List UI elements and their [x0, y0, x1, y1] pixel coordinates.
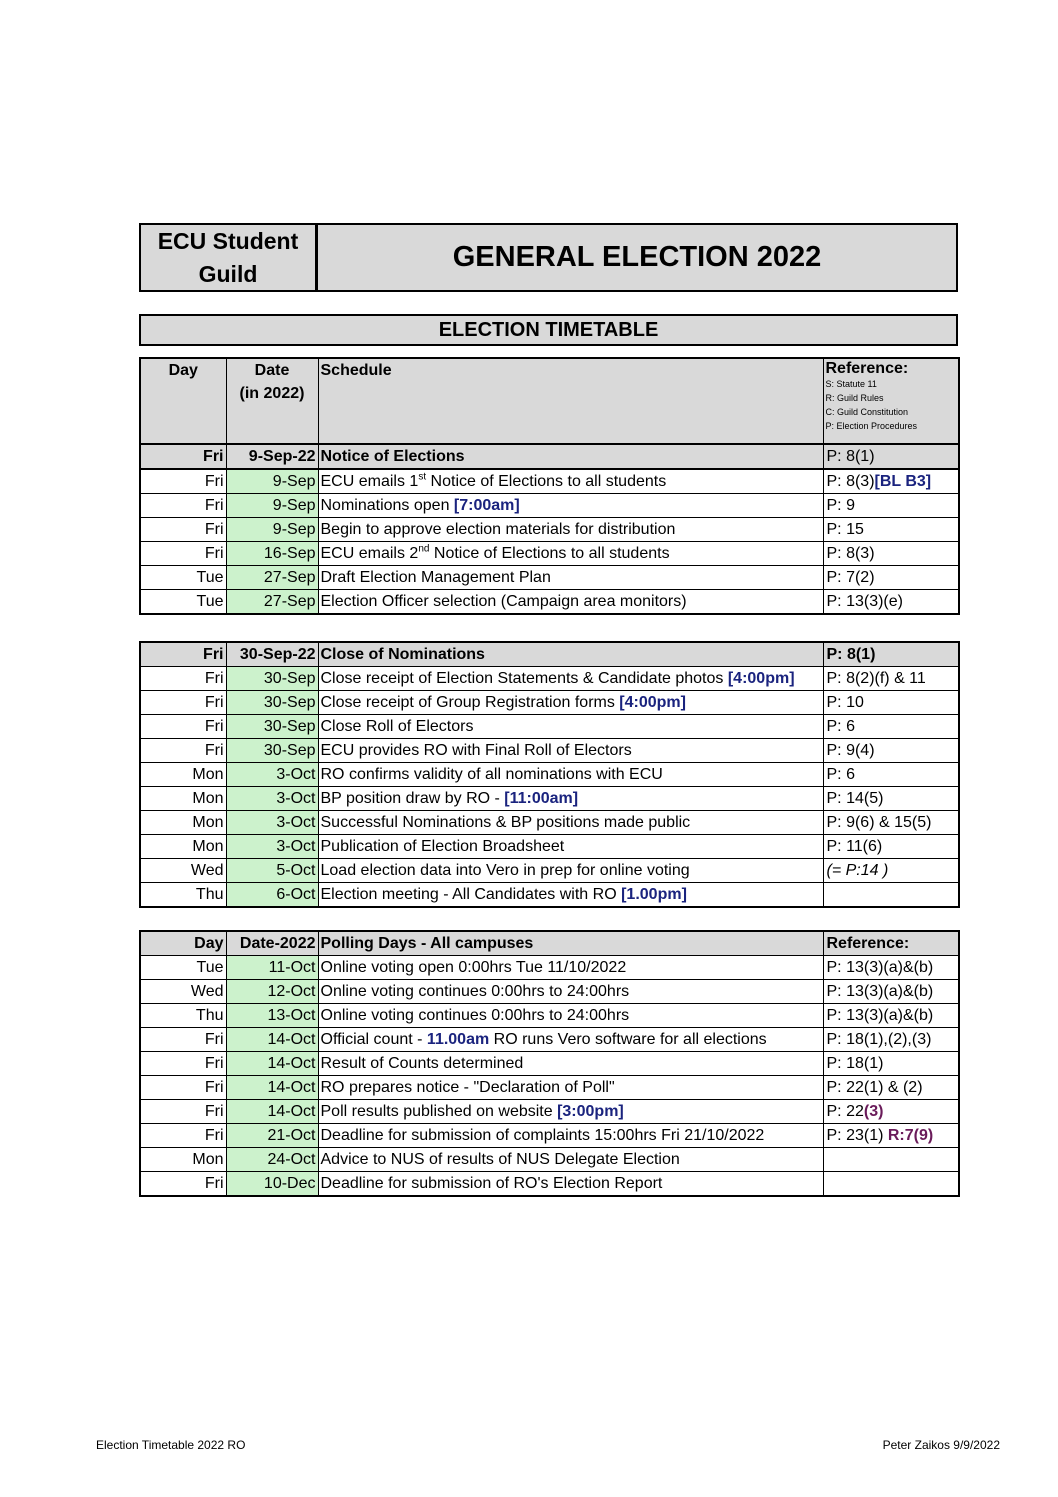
row-day [140, 691, 226, 715]
row-reference [823, 667, 959, 691]
row-date-text: 10-Dec [263, 1175, 316, 1192]
row-schedule [318, 787, 823, 811]
row-date-text: 30-Sep [263, 694, 316, 711]
row-reference-text: P: 11(6) [826, 838, 883, 855]
row-reference-text: P: 8(3) [826, 545, 875, 562]
row-schedule [318, 956, 823, 980]
row-reference [823, 469, 959, 494]
row-schedule-text-cont: Notice of Elections to all students [426, 473, 667, 490]
row-day [140, 883, 226, 908]
row-day [140, 566, 226, 590]
row-day-text: Fri [204, 1079, 224, 1096]
schedule-row [140, 956, 959, 980]
row-schedule-text: Online voting continues 0:00hrs to 24:00hrs [320, 1007, 630, 1024]
section-header-reference [823, 642, 959, 667]
ordinal-suffix: st [418, 471, 427, 483]
row-date-text: 3-Oct [276, 766, 316, 783]
row-schedule [318, 518, 823, 542]
row-date [226, 859, 318, 883]
row-date [226, 763, 318, 787]
row-date [226, 956, 318, 980]
row-reference-text: P: 13(3)(a)&(b) [826, 1007, 934, 1024]
row-date [226, 883, 318, 908]
row-date [226, 980, 318, 1004]
row-day-text: Fri [204, 1127, 224, 1144]
section-header-schedule [318, 642, 823, 667]
section-header-day [140, 931, 226, 956]
column-header-date [226, 358, 318, 444]
row-schedule [318, 566, 823, 590]
schedule-row [140, 883, 959, 908]
row-reference-text: P: 9(6) & 15(5) [826, 814, 932, 831]
org-line-1: ECU Student [157, 227, 299, 254]
reference-note: S: Statute 11 [825, 379, 877, 389]
row-date-text: 9-Sep [272, 473, 316, 490]
row-reference [823, 518, 959, 542]
schedule-row [140, 1100, 959, 1124]
row-reference-text: P: 13(3)(e) [826, 593, 903, 610]
schedule-row [140, 1052, 959, 1076]
row-schedule [318, 1172, 823, 1197]
section-header-day [140, 444, 226, 469]
row-date-text: 9-Sep [272, 497, 316, 514]
row-schedule-text: RO confirms validity of all nominations with ECU [320, 766, 663, 783]
row-day [140, 956, 226, 980]
row-schedule [318, 1076, 823, 1100]
row-day-text: Fri [204, 497, 224, 514]
row-reference-text: P: 8(3) [826, 473, 875, 490]
row-date [226, 1148, 318, 1172]
row-day [140, 494, 226, 518]
schedule-row [140, 835, 959, 859]
section-header-row [140, 931, 959, 956]
row-reference-text: P: 18(1),(2),(3) [826, 1031, 932, 1048]
row-date [226, 590, 318, 615]
row-day-text: Wed [190, 983, 224, 1000]
row-reference-text: P: 6 [826, 766, 855, 783]
row-date [226, 1124, 318, 1148]
section-header-schedule-text: Close of Nominations [320, 646, 485, 663]
schedule-row [140, 811, 959, 835]
row-date-text: 3-Oct [276, 790, 316, 807]
schedule-row [140, 787, 959, 811]
time-highlight: [1.00pm] [621, 886, 687, 903]
time-highlight: [3:00pm] [557, 1103, 624, 1120]
row-schedule-text: Successful Nominations & BP positions made public [320, 814, 691, 831]
row-reference-text: P: 10 [826, 694, 864, 711]
row-reference [823, 590, 959, 615]
section-header-day-text: Day [194, 935, 224, 952]
row-date-text: 14-Oct [267, 1055, 316, 1072]
row-day [140, 1124, 226, 1148]
schedule-header-label: Schedule [320, 362, 392, 379]
row-schedule-text: Deadline for submission of RO's Election Report [320, 1175, 663, 1192]
row-schedule [318, 715, 823, 739]
row-schedule [318, 494, 823, 518]
row-schedule-text: ECU emails 1 [320, 473, 419, 490]
row-date-text: 27-Sep [263, 593, 316, 610]
row-reference-text: P: 8(2)(f) & 11 [826, 670, 926, 687]
row-day-text: Mon [192, 766, 224, 783]
row-reference-text: P: 22(1) & (2) [826, 1079, 923, 1096]
section-header-date-text: 9-Sep-22 [248, 448, 316, 465]
row-date [226, 566, 318, 590]
time-highlight: [11:00am] [504, 790, 579, 807]
row-reference [823, 763, 959, 787]
row-day-text: Fri [204, 1175, 224, 1192]
row-day [140, 1004, 226, 1028]
row-reference [823, 883, 959, 908]
column-header-row [140, 358, 959, 444]
schedule-row [140, 542, 959, 566]
row-day [140, 542, 226, 566]
row-reference [823, 1172, 959, 1197]
row-day-text: Tue [196, 593, 224, 610]
time-highlight: 11.00am [426, 1031, 490, 1048]
row-date [226, 469, 318, 494]
row-day [140, 715, 226, 739]
row-reference [823, 542, 959, 566]
section-header-row [140, 642, 959, 667]
column-header-reference [823, 358, 959, 444]
row-reference-text: P: 23(1) [826, 1127, 888, 1144]
section-header-schedule [318, 444, 823, 469]
row-reference [823, 811, 959, 835]
row-reference [823, 1124, 959, 1148]
row-day-text: Fri [204, 473, 224, 490]
timetable-close-of-nominations [139, 641, 960, 908]
schedule-row [140, 1076, 959, 1100]
row-day-text: Thu [195, 886, 224, 903]
section-header-schedule-text: Polling Days - All campuses [320, 935, 534, 952]
section-header-date [226, 931, 318, 956]
row-reference [823, 1148, 959, 1172]
row-date [226, 787, 318, 811]
row-reference [823, 1004, 959, 1028]
row-schedule-text: Close Roll of Electors [320, 718, 474, 735]
schedule-row [140, 494, 959, 518]
row-reference [823, 1100, 959, 1124]
row-day [140, 763, 226, 787]
row-date [226, 518, 318, 542]
schedule-row [140, 980, 959, 1004]
row-reference-text: P: 13(3)(a)&(b) [826, 959, 934, 976]
document-title: GENERAL ELECTION 2022 [316, 223, 958, 292]
date-header-label: Date [254, 362, 290, 379]
timetable-notice-of-elections [139, 357, 960, 615]
row-day [140, 859, 226, 883]
row-schedule-text: Election Officer selection (Campaign area monitors) [320, 593, 687, 610]
row-date-text: 9-Sep [272, 521, 316, 538]
ordinal-suffix: nd [418, 543, 430, 555]
section-header-date-text: 30-Sep-22 [239, 646, 316, 663]
row-day [140, 835, 226, 859]
row-date-text: 24-Oct [267, 1151, 316, 1168]
row-day-text: Tue [196, 959, 224, 976]
row-schedule [318, 739, 823, 763]
row-date-text: 27-Sep [263, 569, 316, 586]
row-date-text: 14-Oct [267, 1079, 316, 1096]
row-day [140, 1172, 226, 1197]
section-header-schedule-text: Notice of Elections [320, 448, 465, 465]
row-schedule-text: Online voting open 0:00hrs Tue 11/10/2022 [320, 959, 627, 976]
row-date-text: 14-Oct [267, 1031, 316, 1048]
reference-header-label: Reference: [825, 360, 909, 377]
row-reference [823, 980, 959, 1004]
row-day-text: Fri [204, 521, 224, 538]
column-header-schedule [318, 358, 823, 444]
row-schedule-text: Election meeting - All Candidates with RO [320, 886, 622, 903]
row-date-text: 13-Oct [267, 1007, 316, 1024]
row-day [140, 590, 226, 615]
row-schedule [318, 1100, 823, 1124]
schedule-row [140, 469, 959, 494]
row-date [226, 1172, 318, 1197]
schedule-row [140, 715, 959, 739]
row-schedule-text: BP position draw by RO - [320, 790, 505, 807]
schedule-row [140, 1004, 959, 1028]
row-reference [823, 1052, 959, 1076]
row-schedule [318, 667, 823, 691]
row-schedule [318, 1148, 823, 1172]
row-day-text: Fri [204, 670, 224, 687]
row-day-text: Fri [204, 742, 224, 759]
row-day-text: Fri [204, 1055, 224, 1072]
schedule-row [140, 739, 959, 763]
row-date [226, 835, 318, 859]
row-day [140, 787, 226, 811]
row-schedule [318, 763, 823, 787]
row-day-text: Mon [192, 790, 224, 807]
row-schedule-text: ECU provides RO with Final Roll of Electors [320, 742, 632, 759]
row-schedule-text: ECU emails 2 [320, 545, 419, 562]
row-reference [823, 859, 959, 883]
reference-note-purple: R:7(9) [887, 1127, 934, 1144]
reference-note: C: Guild Constitution [825, 407, 909, 417]
row-schedule [318, 980, 823, 1004]
row-day-text: Mon [192, 1151, 224, 1168]
row-schedule [318, 590, 823, 615]
row-schedule [318, 1052, 823, 1076]
row-day [140, 811, 226, 835]
row-schedule [318, 835, 823, 859]
footer-right: Peter Zaikos 9/9/2022 [882, 1438, 1000, 1452]
row-schedule-text: Close receipt of Group Registration forms [320, 694, 620, 711]
row-schedule-text: Publication of Election Broadsheet [320, 838, 565, 855]
row-date [226, 811, 318, 835]
schedule-row [140, 1172, 959, 1197]
time-highlight: [4:00pm] [727, 670, 795, 687]
row-reference-text: P: 13(3)(a)&(b) [826, 983, 934, 1000]
row-schedule-text: Deadline for submission of complaints 15:00hrs Fri 21/10/2022 [320, 1127, 765, 1144]
row-date [226, 1076, 318, 1100]
row-day [140, 518, 226, 542]
row-date-text: 3-Oct [276, 838, 316, 855]
row-reference [823, 739, 959, 763]
section-header-day [140, 642, 226, 667]
schedule-row [140, 859, 959, 883]
row-schedule [318, 859, 823, 883]
row-day [140, 739, 226, 763]
row-reference [823, 494, 959, 518]
row-schedule [318, 1124, 823, 1148]
row-schedule-text: Poll results published on website [320, 1103, 558, 1120]
time-highlight: [4:00pm] [619, 694, 686, 711]
row-reference [823, 1076, 959, 1100]
section-header-schedule [318, 931, 823, 956]
row-reference [823, 1028, 959, 1052]
row-schedule-text-cont: RO runs Vero software for all elections [489, 1031, 767, 1048]
section-header-reference-text: P: 8(1) [826, 448, 875, 465]
row-date [226, 691, 318, 715]
row-date [226, 494, 318, 518]
schedule-row [140, 667, 959, 691]
reference-note: R: Guild Rules [825, 393, 884, 403]
date-header-sublabel: (in 2022) [239, 385, 305, 402]
row-schedule [318, 883, 823, 908]
row-reference-text: P: 9(4) [826, 742, 875, 759]
row-schedule-text: Begin to approve election materials for distribution [320, 521, 676, 538]
section-header-date [226, 444, 318, 469]
row-schedule-text: Advice to NUS of results of NUS Delegate Election [320, 1151, 680, 1168]
row-reference-text: P: 15 [826, 521, 864, 538]
row-schedule [318, 1004, 823, 1028]
row-date [226, 1028, 318, 1052]
row-date-text: 6-Oct [276, 886, 316, 903]
section-header-date [226, 642, 318, 667]
row-date [226, 739, 318, 763]
row-day [140, 1028, 226, 1052]
schedule-row [140, 590, 959, 615]
row-schedule-text: Official count - [320, 1031, 427, 1048]
org-line-2: Guild [198, 260, 258, 287]
row-day-text: Tue [196, 569, 224, 586]
row-schedule-text: RO prepares notice - "Declaration of Poll" [320, 1079, 615, 1096]
row-reference-text: P: 22 [826, 1103, 864, 1120]
row-schedule-text: Close receipt of Election Statements & Candidate photos [320, 670, 728, 687]
row-day-text: Thu [195, 1007, 224, 1024]
row-schedule-text: Online voting continues 0:00hrs to 24:00hrs [320, 983, 630, 1000]
reference-highlight: [BL B3] [874, 473, 932, 490]
schedule-row [140, 763, 959, 787]
row-schedule [318, 811, 823, 835]
row-date-text: 30-Sep [263, 742, 316, 759]
reference-note: P: Election Procedures [825, 421, 918, 431]
row-schedule [318, 1028, 823, 1052]
row-date [226, 667, 318, 691]
section-header-day-text: Fri [203, 646, 224, 663]
row-day [140, 1148, 226, 1172]
row-date [226, 715, 318, 739]
row-reference-text: P: 18(1) [826, 1055, 884, 1072]
timetable-polling-days [139, 930, 960, 1197]
section-header-day-text: Fri [203, 448, 224, 465]
row-day-text: Fri [204, 545, 224, 562]
row-reference [823, 787, 959, 811]
row-reference-text: (= P:14 ) [826, 862, 889, 879]
schedule-row [140, 691, 959, 715]
row-date-text: 14-Oct [267, 1103, 316, 1120]
row-date-text: 12-Oct [267, 983, 316, 1000]
row-day-text: Fri [204, 1103, 224, 1120]
row-schedule [318, 469, 823, 494]
row-day-text: Fri [204, 694, 224, 711]
section-header-reference-text: P: 8(1) [826, 646, 876, 663]
schedule-row [140, 1028, 959, 1052]
reference-note-purple: (3) [863, 1103, 884, 1120]
row-date [226, 542, 318, 566]
schedule-row [140, 1124, 959, 1148]
row-day [140, 1076, 226, 1100]
row-reference-text: P: 9 [826, 497, 855, 514]
section-header-row [140, 444, 959, 469]
row-reference [823, 956, 959, 980]
row-day-text: Wed [190, 862, 224, 879]
row-date [226, 1100, 318, 1124]
document-subtitle: ELECTION TIMETABLE [139, 314, 958, 346]
schedule-row [140, 518, 959, 542]
row-day [140, 1100, 226, 1124]
schedule-row [140, 566, 959, 590]
section-header-reference-text: Reference: [826, 935, 910, 952]
row-day [140, 469, 226, 494]
row-schedule [318, 542, 823, 566]
row-date-text: 16-Sep [263, 545, 316, 562]
row-date-text: 30-Sep [263, 670, 316, 687]
row-date [226, 1052, 318, 1076]
row-date-text: 21-Oct [267, 1127, 316, 1144]
row-date-text: 5-Oct [276, 862, 316, 879]
row-day [140, 667, 226, 691]
row-reference-text: P: 14(5) [826, 790, 884, 807]
row-reference [823, 691, 959, 715]
row-reference-text: P: 7(2) [826, 569, 875, 586]
row-reference-text: P: 6 [826, 718, 855, 735]
row-date-text: 3-Oct [276, 814, 316, 831]
row-schedule-text-cont: Notice of Elections to all students [429, 545, 670, 562]
schedule-row [140, 1148, 959, 1172]
row-schedule-text: Result of Counts determined [320, 1055, 524, 1072]
footer-left: Election Timetable 2022 RO [96, 1438, 246, 1452]
row-reference [823, 566, 959, 590]
column-header-day [140, 358, 226, 444]
row-day-text: Mon [192, 814, 224, 831]
row-day-text: Mon [192, 838, 224, 855]
row-day-text: Fri [204, 718, 224, 735]
row-day-text: Fri [204, 1031, 224, 1048]
section-header-date-text: Date-2022 [239, 935, 316, 952]
section-header-reference [823, 931, 959, 956]
row-schedule-text: Load election data into Vero in prep for online voting [320, 862, 690, 879]
row-reference [823, 715, 959, 739]
day-header-label: Day [168, 362, 198, 379]
row-date-text: 11-Oct [268, 959, 316, 976]
row-schedule [318, 691, 823, 715]
row-day [140, 980, 226, 1004]
row-date-text: 30-Sep [263, 718, 316, 735]
row-schedule-text: Nominations open [320, 497, 454, 514]
time-highlight: [7:00am] [453, 497, 520, 514]
row-schedule-text: Draft Election Management Plan [320, 569, 551, 586]
row-date [226, 1004, 318, 1028]
row-reference [823, 835, 959, 859]
section-header-reference [823, 444, 959, 469]
row-day [140, 1052, 226, 1076]
organization-name [139, 223, 317, 292]
